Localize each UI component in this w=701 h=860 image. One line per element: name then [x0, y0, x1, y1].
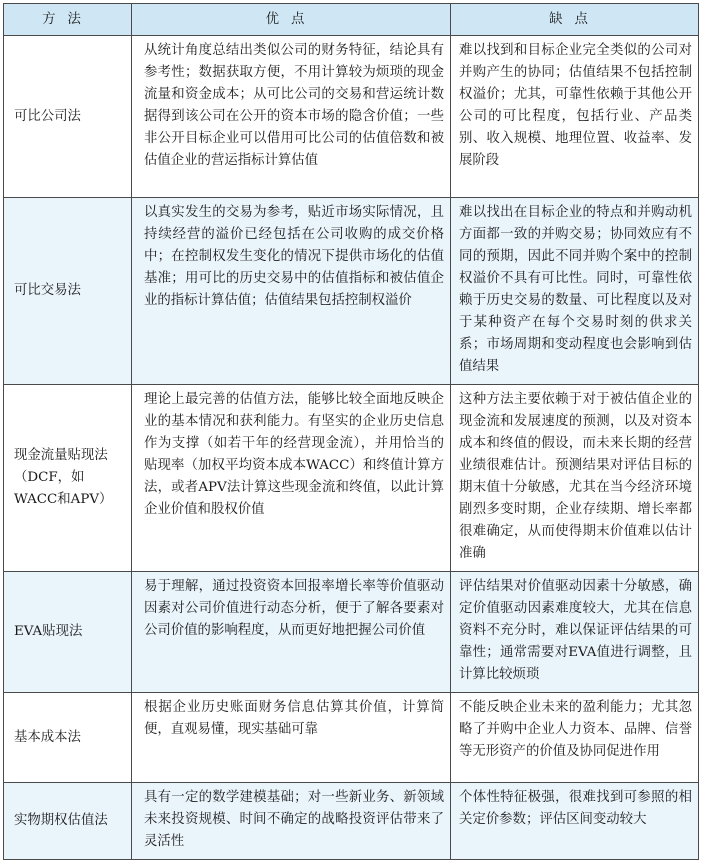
- table-row: [4, 572, 699, 693]
- table-row: [4, 783, 699, 860]
- header-pros: 优点: [132, 4, 451, 36]
- cons-cell: 难以找出在目标企业的特点和并购动机方面都一致的并购交易；协同效应有不同的预期，因此不同并购个案中的控制权溢价不具有可比性。同时，可靠性依赖于历史交易的数量、可比程度以及对于某种资产在每个交易时刻的供求关系；市场周期和变动程度也会影响到估值结果: [451, 198, 699, 385]
- cons-cell: 个体性特征极强，很难找到可参照的相关定价参数；评估区间变动较大: [451, 783, 699, 860]
- header-method: 方法: [4, 4, 132, 36]
- table-row: [4, 36, 699, 198]
- valuation-methods-table: [3, 3, 699, 860]
- pros-cell: 易于理解，通过投资资本回报率增长率等价值驱动因素对公司价值进行动态分析，便于了解各要素对公司价值的影响程度，从而更好地把握公司价值: [132, 572, 451, 693]
- cons-cell: 评估结果对价值驱动因素十分敏感，确定价值驱动因素难度较大，尤其在信息资料不充分时，难以保证评估结果的可靠性；通常需要对EVA值进行调整，且计算比较烦琐: [451, 572, 699, 693]
- table-row: [4, 198, 699, 385]
- method-cell: EVA贴现法: [4, 572, 132, 693]
- table-row: [4, 385, 699, 572]
- method-cell: 现金流量贴现法（DCF，如WACC和APV）: [4, 385, 132, 572]
- method-cell: 实物期权估值法: [4, 783, 132, 860]
- pros-cell: 以真实发生的交易为参考，贴近市场实际情况，且持续经营的溢价已经包括在公司收购的成交价格中；在控制权发生变化的情况下提供市场化的估值基准；用可比的历史交易中的估值指标和被估值企业的指标计算估值；估值结果包括控制权溢价: [132, 198, 451, 385]
- pros-cell: 理论上最完善的估值方法，能够比较全面地反映企业的基本情况和获利能力。有坚实的企业历史信息作为支撑（如若干年的经营现金流），并用恰当的贴现率（加权平均资本成本WACC）和终值计算方法，或者APV法计算这些现金流和终值，以此计算企业价值和股权价值: [132, 385, 451, 572]
- table-row: [4, 693, 699, 783]
- pros-cell: 从统计角度总结出类似公司的财务特征，结论具有参考性；数据获取方便，不用计算较为烦琐的现金流量和资金成本；从可比公司的交易和营运统计数据得到该公司在公开的资本市场的隐含价值；一些非公开目标企业可以借用可比公司的估值倍数和被估值企业的营运指标计算估值: [132, 36, 451, 198]
- method-cell: 可比交易法: [4, 198, 132, 385]
- method-cell: 基本成本法: [4, 693, 132, 783]
- header-row: [4, 4, 699, 36]
- cons-cell: 不能反映企业未来的盈利能力；尤其忽略了并购中企业人力资本、品牌、信誉等无形资产的价值及协同促进作用: [451, 693, 699, 783]
- method-cell: 可比公司法: [4, 36, 132, 198]
- pros-cell: 具有一定的数学建模基础；对一些新业务、新领域未来投资规模、时间不确定的战略投资评估带来了灵活性: [132, 783, 451, 860]
- pros-cell: 根据企业历史账面财务信息估算其价值，计算简便，直观易懂，现实基础可靠: [132, 693, 451, 783]
- header-cons: 缺点: [451, 4, 699, 36]
- cons-cell: 难以找到和目标企业完全类似的公司对并购产生的协同；估值结果不包括控制权溢价；尤其，可靠性依赖于其他公开公司的可比程度，包括行业、产品类别、收入规模、地理位置、收益率、发展阶段: [451, 36, 699, 198]
- cons-cell: 这种方法主要依赖于对于被估值企业的现金流和发展速度的预测，以及对资本成本和终值的假设，而未来长期的经营业绩很难估计。预测结果对评估目标的期末值十分敏感，尤其在当今经济环境剧烈多变时期，企业存续期、增长率都很难确定，从而使得期末价值难以估计准确: [451, 385, 699, 572]
